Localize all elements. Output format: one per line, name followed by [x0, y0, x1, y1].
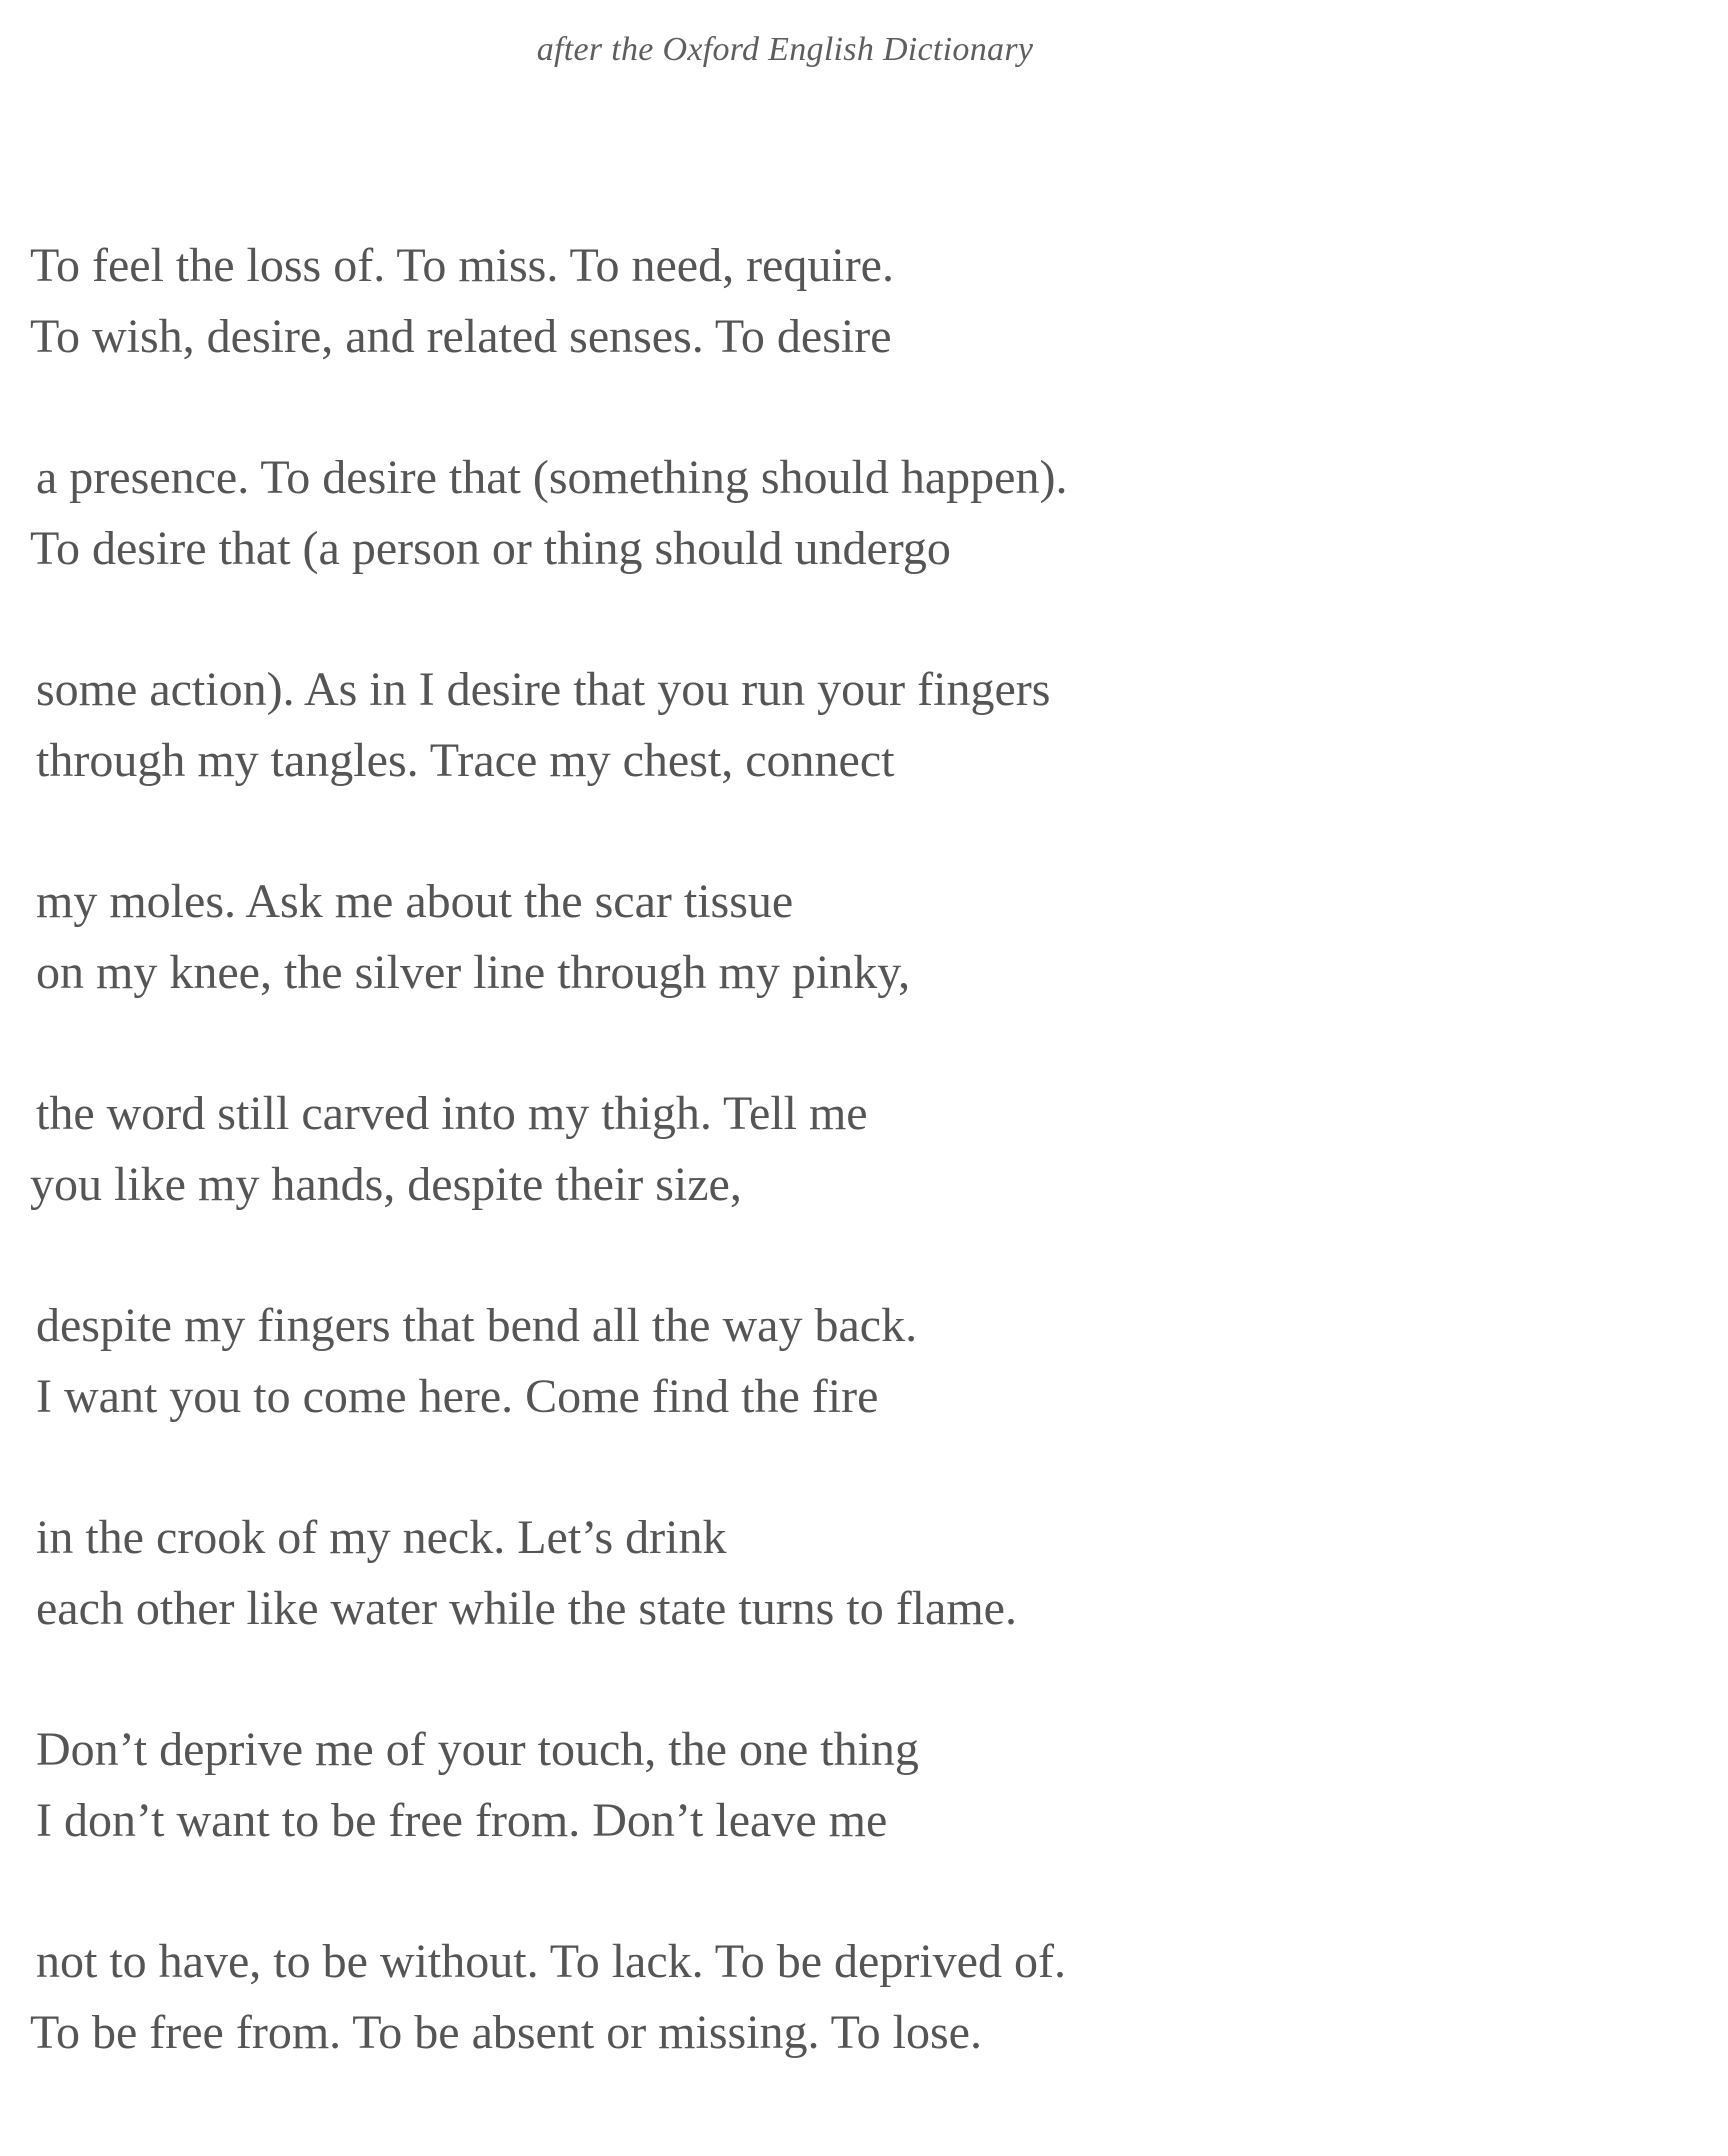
poem-line: To wish, desire, and related senses. To desire	[30, 310, 892, 363]
poem-line: I don’t want to be free from. Don’t leave me	[36, 1794, 888, 1847]
stanza-5	[30, 1078, 1430, 1220]
poem-line: you like my hands, despite their size,	[30, 1158, 742, 1211]
stanza-4	[30, 866, 1430, 1008]
epigraph: after the Oxford English Dictionary	[536, 31, 1034, 68]
poem-line: each other like water while the state turns to flame.	[36, 1582, 1017, 1635]
stanza-1	[30, 230, 1430, 372]
poem-line: on my knee, the silver line through my pinky,	[36, 946, 911, 999]
poem-line: To desire that (a person or thing should undergo	[30, 522, 951, 575]
poem-line: I want you to come here. Come find the fire	[36, 1370, 879, 1423]
poem-line: some action). As in I desire that you run your fingers	[36, 663, 1051, 716]
stanza-9	[30, 1926, 1430, 2068]
poem-line: a presence. To desire that (something should happen).	[36, 451, 1068, 504]
poem-line: in the crook of my neck. Let’s drink	[36, 1511, 727, 1564]
poem-line: not to have, to be without. To lack. To be deprived of.	[36, 1935, 1066, 1988]
poem-line: Don’t deprive me of your touch, the one thing	[36, 1723, 919, 1776]
poem-body	[30, 230, 1430, 2138]
stanza-7	[30, 1502, 1430, 1644]
poem-line: through my tangles. Trace my chest, connect	[36, 734, 895, 787]
stanza-6	[30, 1290, 1430, 1432]
poem-line: To be free from. To be absent or missing. To lose.	[30, 2006, 982, 2059]
poem-line: To feel the loss of. To miss. To need, require.	[30, 239, 894, 292]
poem-line: the word still carved into my thigh. Tell me	[36, 1087, 868, 1140]
stanza-3	[30, 654, 1430, 796]
poem-line: despite my fingers that bend all the way back.	[36, 1299, 918, 1352]
poem-line: my moles. Ask me about the scar tissue	[36, 875, 794, 928]
stanza-8	[30, 1714, 1430, 1856]
stanza-2	[30, 442, 1430, 584]
